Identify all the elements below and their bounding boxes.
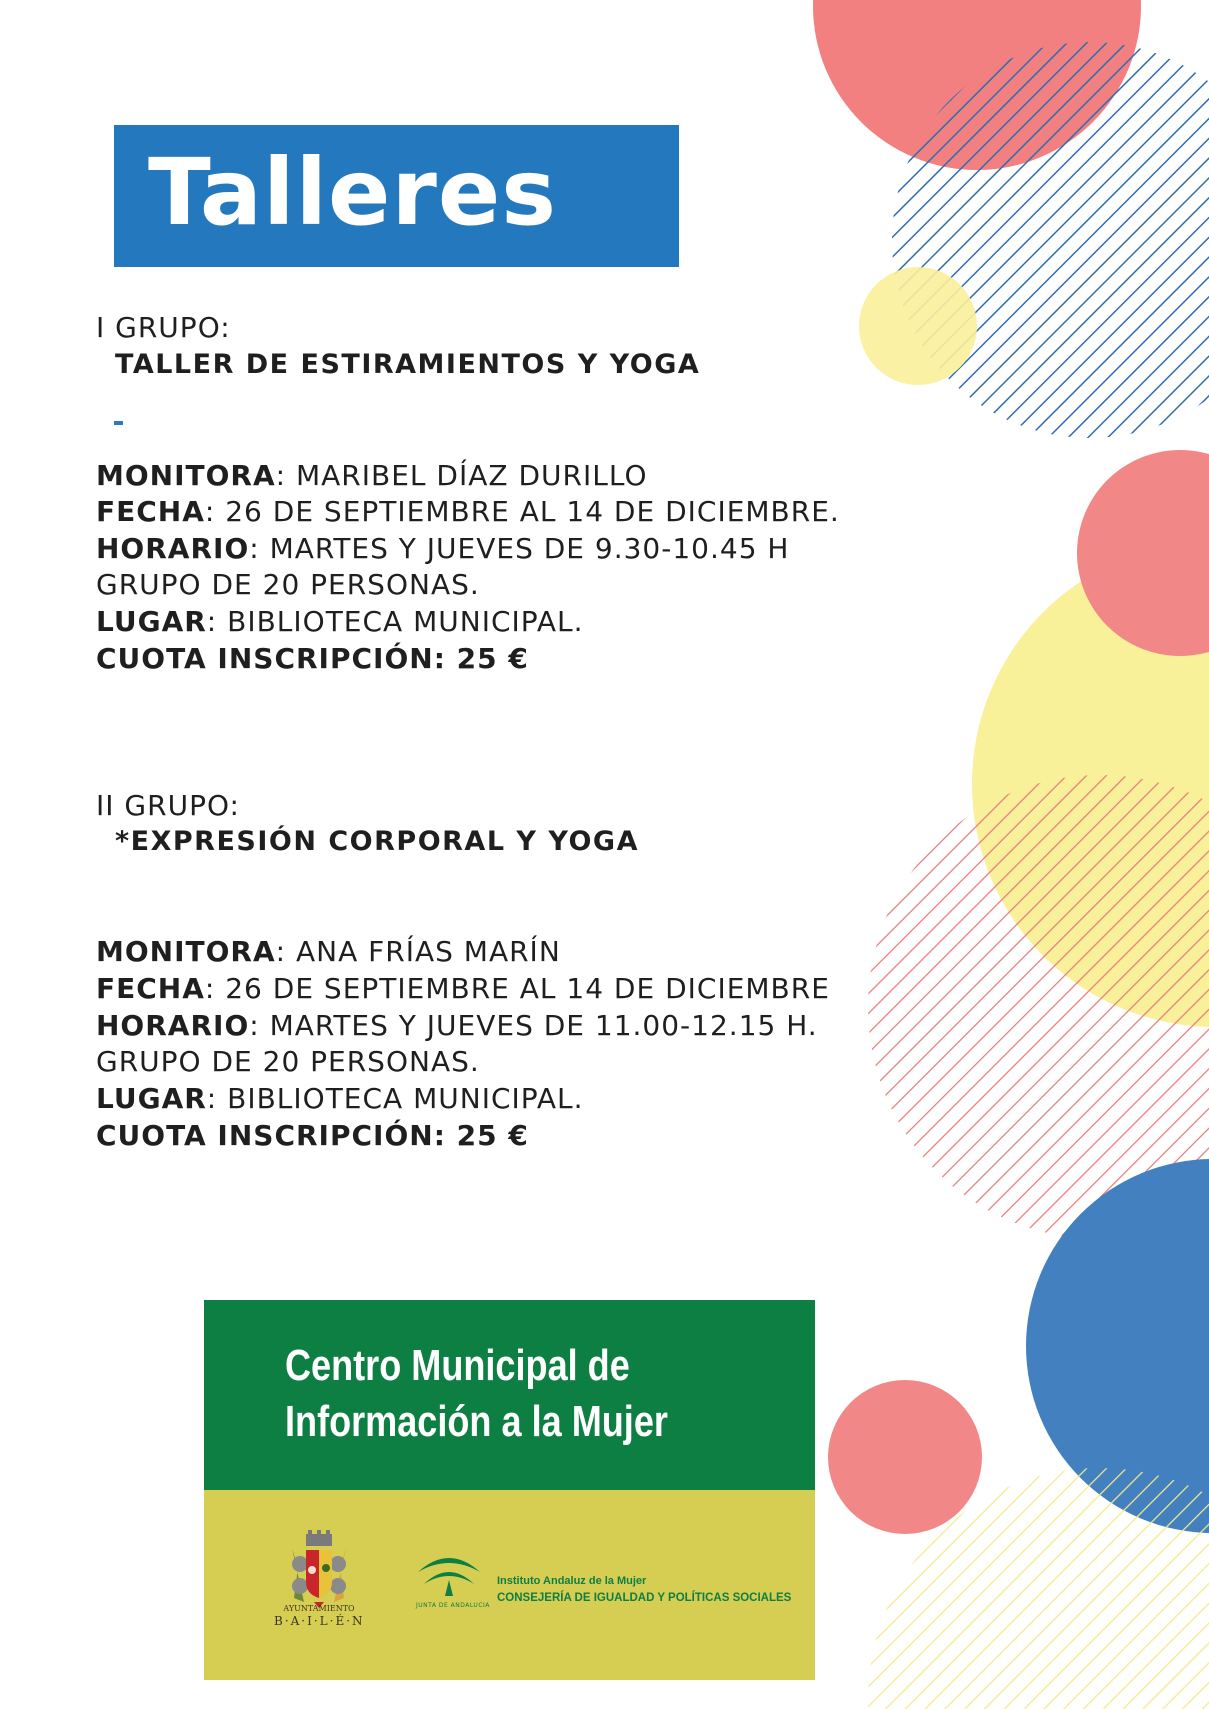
cuota-value: : 25 € (433, 642, 529, 675)
group-1-horario (96, 532, 789, 566)
separator-dash (114, 421, 123, 425)
fecha-label: FECHA (96, 972, 205, 1005)
monitora-label: MONITORA (96, 935, 276, 968)
group-1-fecha (96, 495, 840, 529)
yellow-circle-small (859, 267, 977, 385)
lugar-label: LUGAR (96, 1082, 207, 1115)
centro-title-panel (204, 1300, 815, 1490)
sponsor-logos-panel (204, 1490, 815, 1680)
group-2-cuota (96, 1119, 529, 1153)
group-1-monitora (96, 459, 647, 493)
fecha-value: : 26 DE SEPTIEMBRE AL 14 DE DICIEMBRE. (204, 495, 840, 528)
lugar-value: : BIBLIOTECA MUNICIPAL. (206, 1082, 584, 1115)
group-2-monitora (96, 935, 561, 969)
coral-circle-small (828, 1380, 982, 1534)
centro-title-line-2: Información a la Mujer (285, 1397, 668, 1446)
fecha-value: : 26 DE SEPTIEMBRE AL 14 DE DICIEMBRE (204, 972, 830, 1005)
group-1-cuota (96, 642, 529, 676)
title-banner (114, 125, 679, 267)
junta-andalucia-logo-icon (414, 1550, 484, 1598)
cuota-label: CUOTA INSCRIPCIÓN (96, 642, 434, 675)
bailen-caption: AYUNTAMIENTO B·A·I·L·É·N (274, 1604, 365, 1628)
lugar-label: LUGAR (96, 605, 207, 638)
horario-value: : MARTES Y JUEVES DE 11.00-12.15 H. (249, 1009, 818, 1042)
centro-title-line-1: Centro Municipal de (285, 1341, 630, 1390)
consejeria-name: CONSEJERÍA DE IGUALDAD Y POLÍTICAS SOCIALES (497, 1592, 792, 1604)
page-title: Talleres (148, 139, 557, 246)
group-1-lugar (96, 605, 584, 639)
monitora-value: : ANA FRÍAS MARÍN (275, 935, 561, 968)
monitora-value: : MARIBEL DÍAZ DURILLO (275, 459, 648, 492)
monitora-label: MONITORA (96, 459, 276, 492)
cuota-label: CUOTA INSCRIPCIÓN (96, 1119, 434, 1152)
lugar-value: : BIBLIOTECA MUNICIPAL. (206, 605, 584, 638)
group-1-label: I GRUPO: (96, 311, 231, 344)
group-2-lugar (96, 1082, 584, 1116)
group-2-title: *EXPRESIÓN CORPORAL Y YOGA (115, 826, 639, 857)
centro-municipal-logo (204, 1300, 815, 1680)
junta-caption: JUNTA DE ANDALUCIA (416, 1602, 490, 1609)
horario-label: HORARIO (96, 532, 250, 565)
group-2-label: II GRUPO: (96, 789, 240, 822)
horario-value: : MARTES Y JUEVES DE 9.30-10.45 H (249, 532, 790, 565)
cuota-value: : 25 € (433, 1119, 529, 1152)
group-2-horario (96, 1009, 818, 1043)
group-1-title: TALLER DE ESTIRAMIENTOS Y YOGA (115, 349, 701, 380)
group-1-size: GRUPO DE 20 PERSONAS. (96, 568, 480, 601)
institute-name: Instituto Andaluz de la Mujer (497, 1575, 647, 1587)
group-2-size: GRUPO DE 20 PERSONAS. (96, 1045, 480, 1078)
horario-label: HORARIO (96, 1009, 250, 1042)
fecha-label: FECHA (96, 495, 205, 528)
centro-title (285, 1338, 668, 1450)
group-2-fecha (96, 972, 830, 1006)
